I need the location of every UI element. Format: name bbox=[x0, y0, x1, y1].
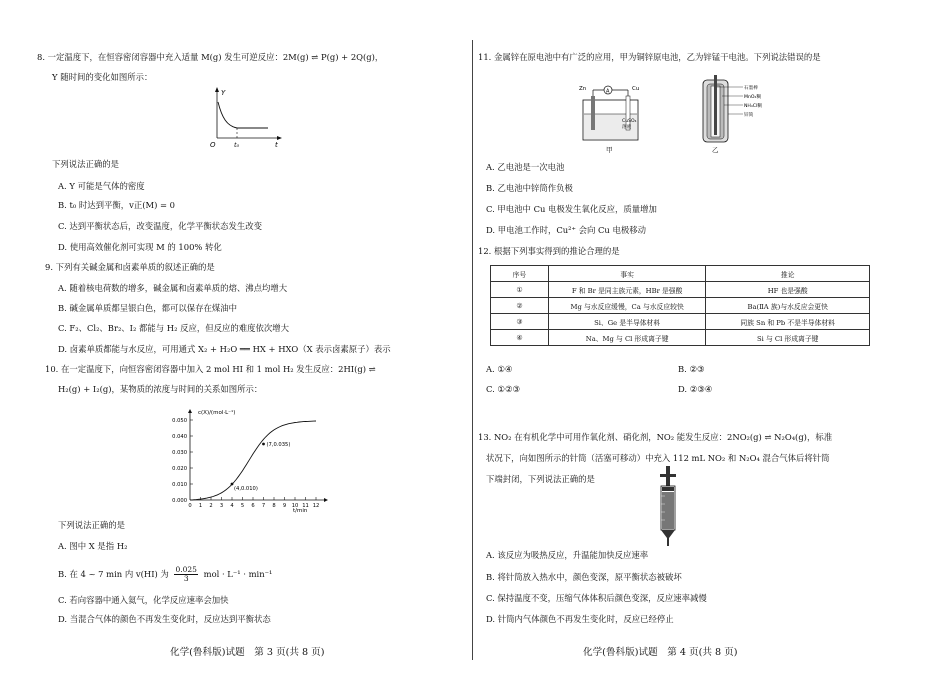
q10-x-tick-label: 1 bbox=[198, 503, 203, 509]
q11-caption-jia: 甲 bbox=[606, 146, 613, 154]
q11-figure-jia bbox=[578, 80, 648, 158]
q10-option-c: C. 若向容器中通入氦气，化学反应速率会加快 bbox=[58, 595, 229, 605]
q11-solution-label-2: 溶液 bbox=[622, 125, 632, 130]
q10-x-tick-label: 10 bbox=[291, 503, 299, 509]
q10-x-tick-label: 0 bbox=[188, 503, 192, 509]
q13-option-d: D. 针筒内气体颜色不再发生变化时，反应已经停止 bbox=[486, 614, 674, 624]
q11-stem: 11. 金属锌在原电池中有广泛的应用，甲为铜锌原电池，乙为锌锰干电池。下列说法错误的是 bbox=[478, 52, 821, 62]
q8-graph-y-label: Y bbox=[221, 89, 226, 97]
q10-x-tick-label: 4 bbox=[230, 503, 234, 509]
q11-label-nh4cl: NH₄Cl糊 bbox=[744, 104, 762, 109]
page-divider bbox=[472, 40, 473, 660]
q10-point-a-label: (4,0.010) bbox=[234, 486, 258, 492]
q10-y-tick-label: 0.030 bbox=[172, 450, 187, 456]
q10-option-b bbox=[58, 566, 272, 583]
q10-x-tick-label: 6 bbox=[251, 503, 255, 509]
q12-cell: Na、Mg 与 Cl 形成离子键 bbox=[548, 330, 706, 346]
q9-option-d: D. 卤素单质都能与水反应，可用通式 X₂ + H₂O ══ HX + HXO（X 表示卤素原子）表示 bbox=[58, 344, 391, 354]
svg-text:A: A bbox=[606, 88, 610, 95]
q8-option-a: A. Y 可能是气体的密度 bbox=[58, 181, 145, 191]
q10-option-d: D. 当混合气体的颜色不再发生变化时，反应达到平衡状态 bbox=[58, 614, 271, 624]
q10-y-tick-label: 0.040 bbox=[172, 434, 187, 440]
q10-option-a: A. 图中 X 是指 H₂ bbox=[58, 541, 128, 551]
q10-x-tick-label: 5 bbox=[240, 503, 245, 509]
q12-cell: Si、Ge 是半导体材料 bbox=[548, 314, 706, 330]
q10-chart bbox=[150, 400, 330, 516]
q10-point-a bbox=[231, 483, 234, 486]
q11-option-d: D. 甲电池工作时，Cu²⁺ 会向 Cu 电极移动 bbox=[486, 225, 646, 235]
q10-option-b-unit: mol · L⁻¹ · min⁻¹ bbox=[203, 569, 273, 579]
q9-option-a: A. 随着核电荷数的增多，碱金属和卤素单质的熔、沸点均增大 bbox=[58, 283, 288, 293]
q8-graph-t0: t₀ bbox=[234, 141, 240, 149]
q10-x-tick-label: 7 bbox=[261, 503, 266, 509]
q12-cell: Ba(ⅡA 族)与水反应会更快 bbox=[706, 298, 870, 314]
q8-option-b: B. t₀ 时达到平衡，v正(M) = 0 bbox=[58, 200, 176, 210]
q13-option-b: B. 将针筒放入热水中，颜色变深，原平衡状态被破坏 bbox=[486, 572, 682, 582]
q11-option-c: C. 甲电池中 Cu 电极发生氧化反应，质量增加 bbox=[486, 204, 657, 214]
q11-option-b: B. 乙电池中锌筒作负极 bbox=[486, 183, 573, 193]
q10-chart-x-label: t/min bbox=[293, 508, 308, 514]
q10-chart-y-label: c(X)/(mol·L⁻¹) bbox=[198, 410, 236, 416]
q9-option-b: B. 碱金属单质都呈银白色，都可以保存在煤油中 bbox=[58, 303, 237, 313]
q12-cell: F 和 Br 是同主族元素，HBr 是强酸 bbox=[548, 282, 706, 298]
right-page bbox=[478, 0, 950, 688]
q12-option-b: B. ②③ bbox=[678, 364, 705, 374]
q8-graph-origin: O bbox=[210, 141, 216, 149]
q8-stem: 8. 一定温度下，在恒容密闭容器中充入适量 M(g) 发生可逆反应：2M(g) ⇌ P(g) + 2Q(g)， bbox=[37, 52, 384, 62]
q12-table bbox=[490, 265, 870, 346]
q12-cell: ① bbox=[491, 282, 549, 298]
q12-header-fact: 事实 bbox=[548, 266, 706, 282]
q8-option-d: D. 使用高效催化剂可实现 M 的 100% 转化 bbox=[58, 242, 222, 252]
q13-option-a: A. 该反应为吸热反应，升温能加快反应速率 bbox=[486, 550, 649, 560]
left-footer: 化学(鲁科版)试题 第 3 页(共 8 页) bbox=[170, 647, 325, 658]
q8-option-c: C. 达到平衡状态后，改变温度，化学平衡状态发生改变 bbox=[58, 221, 263, 231]
q11-label-graphite: 石墨棒 bbox=[744, 86, 758, 91]
q13-stem: 13. NO₂ 在有机化学中可用作氧化剂、硝化剂，NO₂ 能发生反应：2NO₂(g) ⇌ N₂O₄(g)，标准 bbox=[478, 432, 833, 442]
table-row bbox=[491, 314, 870, 330]
q12-cell: 同族 Sn 和 Pb 不是半导体材料 bbox=[706, 314, 870, 330]
q9-option-c: C. F₂、Cl₂、Br₂、I₂ 都能与 H₂ 反应，但反应的难度依次增大 bbox=[58, 323, 289, 333]
q12-cell: Mg 与水反应缓慢，Ca 与水反应较快 bbox=[548, 298, 706, 314]
q12-cell: ④ bbox=[491, 330, 549, 346]
q8-ask: 下列说法正确的是 bbox=[52, 159, 119, 169]
q12-stem: 12. 根据下列事实得到的推论合理的是 bbox=[478, 246, 620, 256]
q13-option-c: C. 保持温度不变，压缩气体体积后颜色变深，反应速率减慢 bbox=[486, 593, 707, 603]
q9-stem: 9. 下列有关碱金属和卤素单质的叙述正确的是 bbox=[45, 262, 215, 272]
q10-x-tick-label: 9 bbox=[282, 503, 287, 509]
q10-fraction-denominator: 3 bbox=[183, 574, 189, 583]
table-row bbox=[491, 298, 870, 314]
q11-figure-yi bbox=[693, 72, 783, 158]
q10-x-tick-label: 12 bbox=[312, 503, 320, 509]
q8-graph bbox=[205, 86, 285, 152]
q10-fraction-numerator: 0.025 bbox=[175, 565, 197, 574]
q10-x-tick-label: 3 bbox=[219, 503, 224, 509]
q10-x-tick-label: 2 bbox=[209, 503, 213, 509]
right-footer: 化学(鲁科版)试题 第 4 页(共 8 页) bbox=[583, 647, 738, 658]
q10-x-arrow bbox=[324, 498, 328, 502]
table-row bbox=[491, 330, 870, 346]
q11-option-a: A. 乙电池是一次电池 bbox=[486, 162, 565, 172]
q10-ask: 下列说法正确的是 bbox=[58, 520, 125, 530]
left-page bbox=[0, 0, 470, 688]
table-row bbox=[491, 282, 870, 298]
q10-option-b-fraction bbox=[174, 566, 197, 583]
q12-option-c: C. ①②③ bbox=[486, 384, 520, 394]
q11-label-mno2: MnO₂糊 bbox=[744, 95, 761, 100]
q11-zn-label: Zn bbox=[579, 86, 587, 92]
q11-cu-label: Cu bbox=[632, 86, 640, 92]
q12-cell: ② bbox=[491, 298, 549, 314]
q12-cell: HF 也是强酸 bbox=[706, 282, 870, 298]
q11-solution-label: CuSO₄ bbox=[622, 119, 637, 124]
q10-x-tick-label: 8 bbox=[272, 503, 276, 509]
q10-stem-2: H₂(g) + I₂(g)，某物质的浓度与时间的关系如图所示： bbox=[58, 384, 263, 394]
q11-label-zinc-can: 锌筒 bbox=[744, 113, 754, 118]
q12-table-header bbox=[491, 266, 870, 282]
q13-stem-2: 状况下，向如图所示的针筒（活塞可移动）中充入 112 mL NO₂ 和 N₂O₄ 混合气体后将针筒 bbox=[486, 453, 830, 463]
q10-option-b-prefix: B. 在 4 ~ 7 min 内 v(HI) 为 bbox=[58, 569, 169, 579]
q12-option-d: D. ②③④ bbox=[678, 384, 713, 394]
q8-graph-x-label: t bbox=[275, 141, 278, 149]
q10-point-b-label: (7,0.035) bbox=[266, 442, 291, 448]
q10-y-arrow bbox=[188, 409, 192, 413]
q10-y-tick-label: 0.000 bbox=[172, 498, 187, 504]
q10-point-b bbox=[262, 443, 265, 446]
q10-y-tick-label: 0.050 bbox=[172, 418, 187, 424]
q12-header-inference: 推论 bbox=[706, 266, 870, 282]
q13-syringe bbox=[656, 466, 680, 548]
q12-cell: ③ bbox=[491, 314, 549, 330]
q10-y-tick-label: 0.010 bbox=[172, 482, 187, 488]
q13-stem-3: 下端封闭，下列说法正确的是 bbox=[486, 474, 595, 484]
q10-x-tick-label: 11 bbox=[302, 503, 309, 509]
q12-cell: Si 与 Cl 形成离子键 bbox=[706, 330, 870, 346]
q12-header-index: 序号 bbox=[491, 266, 549, 282]
q10-stem: 10. 在一定温度下，向恒容密闭容器中加入 2 mol HI 和 1 mol H₂ 发生反应：2HI(g) ⇌ bbox=[45, 364, 376, 374]
q12-option-a: A. ①④ bbox=[486, 364, 513, 374]
q11-caption-yi: 乙 bbox=[712, 146, 719, 154]
q10-y-tick-label: 0.020 bbox=[172, 466, 187, 472]
q8-stem-2: Y 随时间的变化如图所示： bbox=[52, 72, 153, 82]
